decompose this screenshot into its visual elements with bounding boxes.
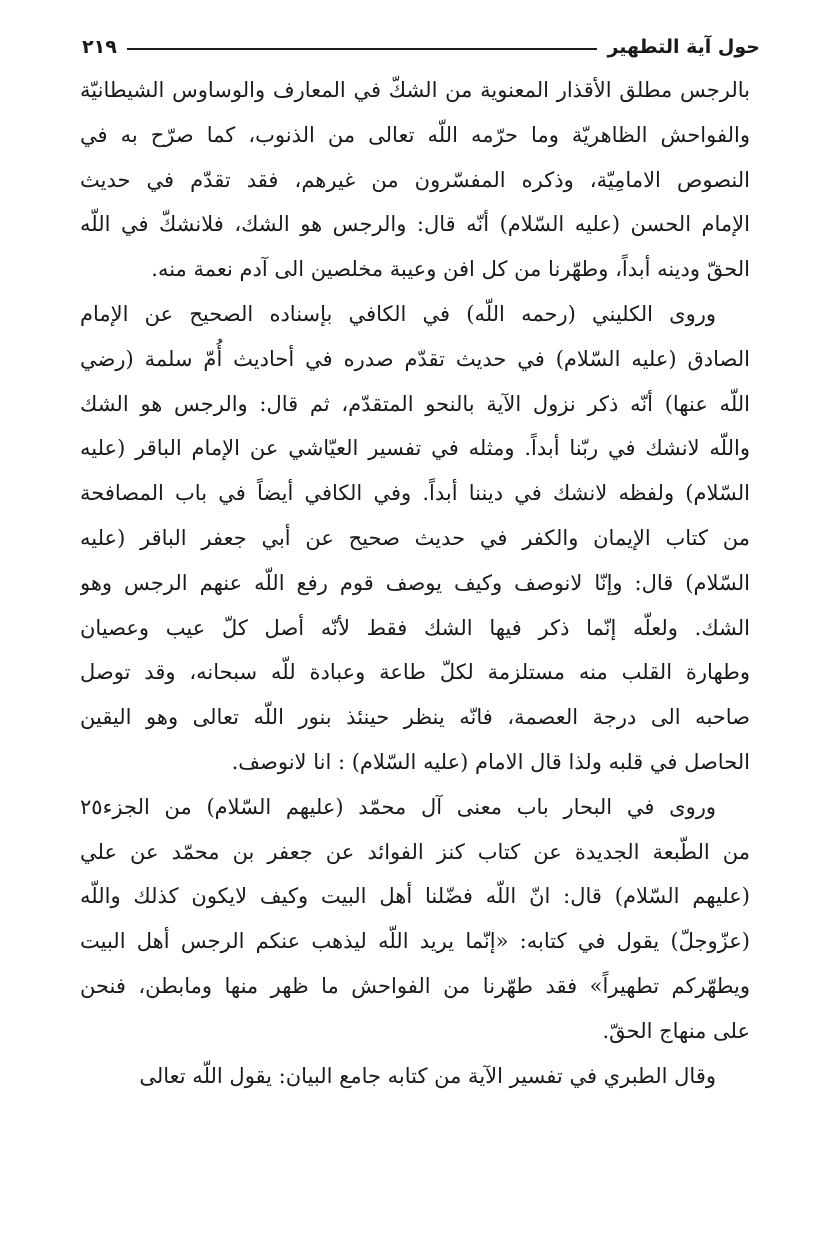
- text-line: ويطهّركم تطهيراً» فقد طهّرنا من الفواحش ما ظهر منها ومابطن، فنحن: [80, 973, 750, 998]
- paragraph-4: [80, 1054, 750, 1099]
- paragraph-1: [80, 68, 750, 292]
- text-line: وطهارة القلب منه مستلزمة لكلّ طاعة وعبادة للّه سبحانه، وقد توصل: [80, 660, 750, 685]
- text-line: وقال الطبري في تفسير الآية من كتابه جامع البيان: يقول اللّه تعالى: [139, 1063, 716, 1088]
- running-title: حول آية التطهير: [607, 36, 760, 58]
- page-header: [82, 30, 760, 64]
- text-line: وروى الكليني (رحمه اللّه) في الكافي بإسناده الصحيح عن الإمام: [80, 301, 716, 326]
- paragraph-3: [80, 785, 750, 1054]
- text-line: السّلام) قال: وإنّا لانوصف وكيف يوصف قوم رفع اللّه عنهم الرجس وهو: [80, 570, 750, 595]
- text-line: (عليهم السّلام) قال: انّ اللّه فضّلنا أهل البيت وكيف لايكون كذلك واللّه: [80, 884, 750, 909]
- paragraph-2: [80, 292, 750, 785]
- body-text: [80, 68, 750, 1098]
- text-line: الحقّ ودينه أبداً، وطهّرنا من كل افن وعيبة مخلصين الى آدم نعمة منه.: [151, 257, 750, 282]
- text-line: واللّه لانشك في ربّنا أبداً. ومثله في تفسير العيّاشي عن الإمام الباقر (عليه: [80, 436, 750, 461]
- text-line: الشك. ولعلّه إنّما ذكر فيها الشك فقط لأنّه أصل كلّ عيب وعصيان: [80, 615, 750, 640]
- text-line: الصادق (عليه السّلام) في حديث تقدّم صدره في أحاديث أُمّ سلمة (رضي: [80, 346, 750, 371]
- text-line: من كتاب الإيمان والكفر في حديث صحيح عن أبي جعفر الباقر (عليه: [80, 525, 750, 550]
- text-line: على منهاج الحقّ.: [602, 1018, 750, 1043]
- text-line: من الطّبعة الجديدة عن كتاب كنز الفوائد عن جعفر بن محمّد عن علي: [80, 839, 750, 864]
- text-line: صاحبه الى درجة العصمة، فانّه ينظر حينئذ بنور اللّه تعالى وهو اليقين: [80, 705, 750, 730]
- text-line: الحاصل في قلبه ولذا قال الامام (عليه السّلام) : انا لانوصف.: [231, 749, 750, 774]
- text-line: الإمام الحسن (عليه السّلام) أنّه قال: والرجس هو الشك، فلانشكّ في اللّه: [80, 212, 750, 237]
- text-line: بالرجس مطلق الأقذار المعنوية من الشكّ في المعارف والوساوس الشيطانيّة: [80, 78, 750, 102]
- header-rule: [127, 48, 598, 50]
- text-line: النصوص الامامِيّة، وذكره المفسّرون من غيرهم، فقد تقدّم في حديث: [80, 167, 750, 192]
- text-line: (عزّوجلّ) يقول في كتابه: «إنّما يريد اللّه ليذهب عنكم الرجس أهل البيت: [80, 929, 750, 954]
- text-line: اللّه عنها) أنّه ذكر نزول الآية بالنحو المتقدّم، ثم قال: والرجس هو الشك: [80, 391, 750, 416]
- text-line: والفواحش الظاهريّة وما حرّمه اللّه تعالى من الذنوب، كما صرّح به في: [80, 122, 750, 147]
- page-number: ٢١٩: [82, 36, 117, 58]
- text-line: السّلام) ولفظه لانشك في ديننا أبداً. وفي الكافي أيضاً في باب المصافحة: [80, 481, 750, 506]
- text-line: وروى في البحار باب معنى آل محمّد (عليهم السّلام) من الجزء٢٥: [80, 794, 716, 819]
